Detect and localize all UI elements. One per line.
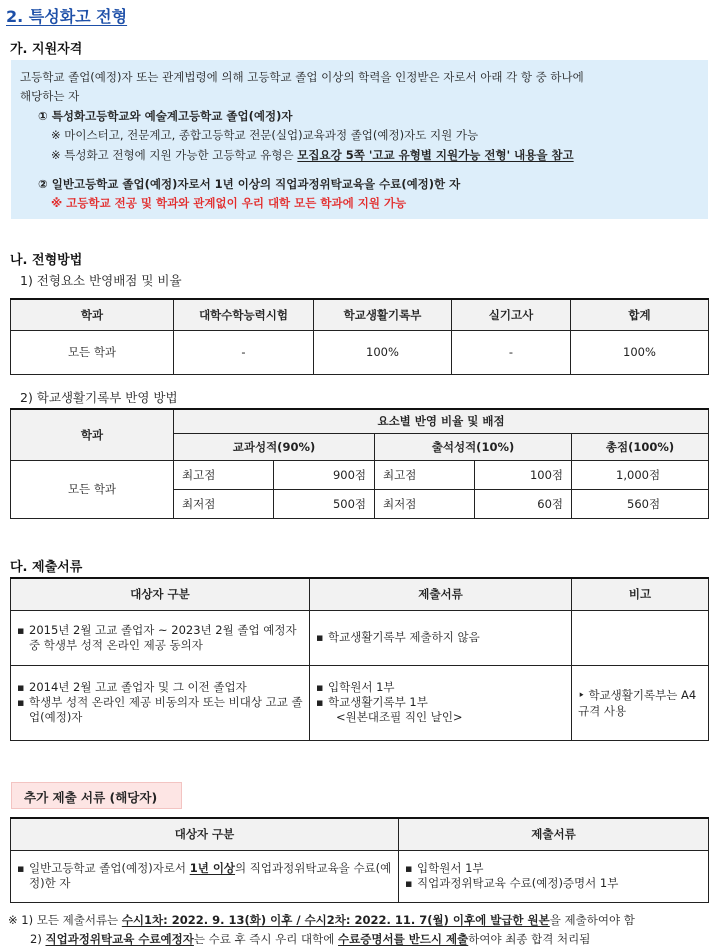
footnote-1 (8, 912, 635, 928)
cell-dept: 모든 학과 (11, 330, 174, 374)
cell-max-grade: 900점 (274, 460, 375, 489)
section-title: 2. 특성화고 전형 (6, 7, 128, 26)
footnote-1-bold: 수시1차: 2022. 9. 13(화) 이후 / 수시2차: 2022. 11. 7(월) 이후에 발급한 원본 (121, 913, 550, 927)
cell-practical: - (452, 330, 571, 374)
cell-min-label-b: 최저점 (375, 489, 475, 518)
footnote-2-bold2: 수료증명서를 반드시 제출 (338, 932, 469, 946)
th-extra-docs: 제출서류 (399, 818, 709, 850)
th-dept: 학과 (11, 299, 174, 330)
th-dept2: 학과 (11, 409, 174, 460)
th-practical: 실기고사 (452, 299, 571, 330)
footnote-2-prefix: 2) (30, 932, 46, 946)
cell-min-total: 560점 (572, 489, 709, 518)
doc-row2-target2: ▪ 학생부 성적 온라인 제공 비동의자 또는 비대상 고교 졸업(예정)자 (15, 695, 305, 725)
footnote-1-prefix: ※ 1) 모든 제출서류는 (8, 913, 122, 927)
cell-max-attend: 100점 (475, 460, 572, 489)
extra-doc1: ▪ 입학원서 1부 (403, 861, 704, 876)
footnote-1-suffix: 을 제출하여야 함 (549, 913, 635, 927)
method-sub2: 2) 학교생활기록부 반영 방법 (20, 390, 178, 405)
qualification-item1-note1: ※ 마이스터고, 전문계고, 종합고등학교 전문(실업)교육과정 졸업(예정)자도 지원 가능 (51, 128, 479, 142)
th-remark: 비고 (572, 578, 709, 610)
th-target: 대상자 구분 (11, 578, 310, 610)
extra-docs-table (10, 817, 709, 903)
doc-row1-docs: ▪ 학교생활기록부 제출하지 않음 (314, 630, 567, 645)
footnote-2-bold1: 직업과정위탁교육 수료예정자 (45, 932, 194, 946)
method-heading: 나. 전형방법 (10, 253, 83, 268)
cell-min-label-a: 최저점 (174, 489, 274, 518)
extra-target-post: 의 직업과정위탁교육을 수료(예정)한 자 (29, 861, 392, 890)
item1-note2-prefix: ※ 특성화고 전형에 지원 가능한 고등학교 유형은 (51, 148, 298, 162)
doc-row1-remark (572, 610, 709, 665)
cell-suneung: - (174, 330, 314, 374)
qualification-item2-title: ② 일반고등학교 졸업(예정)자로서 1년 이상의 직업과정위탁교육을 수료(예정)한 자 (38, 177, 461, 191)
qualification-item2-note: ※ 고등학교 전공 및 학과와 관계없이 우리 대학 모든 학과에 지원 가능 (51, 196, 407, 210)
qualification-item1-note2 (51, 147, 574, 163)
th-docs: 제출서류 (310, 578, 572, 610)
th-extra-target: 대상자 구분 (11, 818, 399, 850)
cell-min-grade: 500점 (274, 489, 375, 518)
qualification-intro-line1: 고등학교 졸업(예정)자 또는 관계법령에 의해 고등학교 졸업 이상의 학력을 인정받은 자로서 아래 각 항 중 하나에 (20, 70, 584, 84)
th-record: 학교생활기록부 (314, 299, 452, 330)
cell-max-label-a: 최고점 (174, 460, 274, 489)
cell-max-total: 1,000점 (572, 460, 709, 489)
th-attendance: 출석성적(10%) (375, 433, 572, 460)
cell-total: 100% (571, 330, 709, 374)
doc-row2-remark: ‣ 학교생활기록부는 A4 규격 사용 (572, 665, 709, 740)
th-total-score: 총점(100%) (572, 433, 709, 460)
method-sub1: 1) 전형요소 반영배점 및 비율 (20, 273, 182, 288)
score-ratio-table (10, 298, 709, 375)
th-grades: 교과성적(90%) (174, 433, 375, 460)
extra-target (15, 861, 394, 891)
doc-row2-doc1: ▪ 입학원서 1부 (314, 680, 567, 695)
cell-max-label-b: 최고점 (375, 460, 475, 489)
footnote-2-mid: 는 수료 후 즉시 우리 대학에 (193, 932, 339, 946)
doc-row2-doc2: ▪ 학교생활기록부 1부 (314, 695, 567, 710)
extra-docs-title: 추가 제출 서류 (해당자) (11, 782, 182, 809)
footnote-2-suffix: 하여야 최종 합격 처리됨 (468, 932, 591, 946)
qualification-intro-line2: 해당하는 자 (20, 89, 80, 103)
doc-row1-target: ▪ 2015년 2월 고교 졸업자 ~ 2023년 2월 졸업 예정자 중 학생부 성적 온라인 제공 동의자 (15, 623, 305, 653)
extra-target-pre: 일반고등학교 졸업(예정)자로서 (29, 861, 190, 875)
footnote-2 (30, 931, 590, 947)
item1-note2-bold: 모집요강 5쪽 '고교 유형별 지원가능 전형' 내용을 참고 (297, 148, 574, 162)
documents-table (10, 577, 709, 741)
cell-min-attend: 60점 (475, 489, 572, 518)
documents-heading: 다. 제출서류 (10, 560, 83, 575)
record-method-table (10, 408, 709, 519)
cell-dept2: 모든 학과 (11, 460, 174, 518)
th-suneung: 대학수학능력시험 (174, 299, 314, 330)
doc-row2-target1: ▪ 2014년 2월 고교 졸업자 및 그 이전 졸업자 (15, 680, 305, 695)
extra-doc2: ▪ 직업과정위탁교육 수료(예정)증명서 1부 (403, 876, 704, 891)
th-group: 요소별 반영 비율 및 배점 (174, 409, 709, 433)
qualification-item1-title: ① 특성화고등학교와 예술계고등학교 졸업(예정)자 (38, 109, 293, 123)
extra-target-bold: 1년 이상 (189, 861, 236, 875)
qualification-box (11, 60, 708, 219)
cell-record: 100% (314, 330, 452, 374)
qualification-heading: 가. 지원자격 (10, 42, 83, 57)
doc-row2-doc2-sub: <원본대조필 직인 날인> (336, 710, 463, 724)
th-total: 합계 (571, 299, 709, 330)
